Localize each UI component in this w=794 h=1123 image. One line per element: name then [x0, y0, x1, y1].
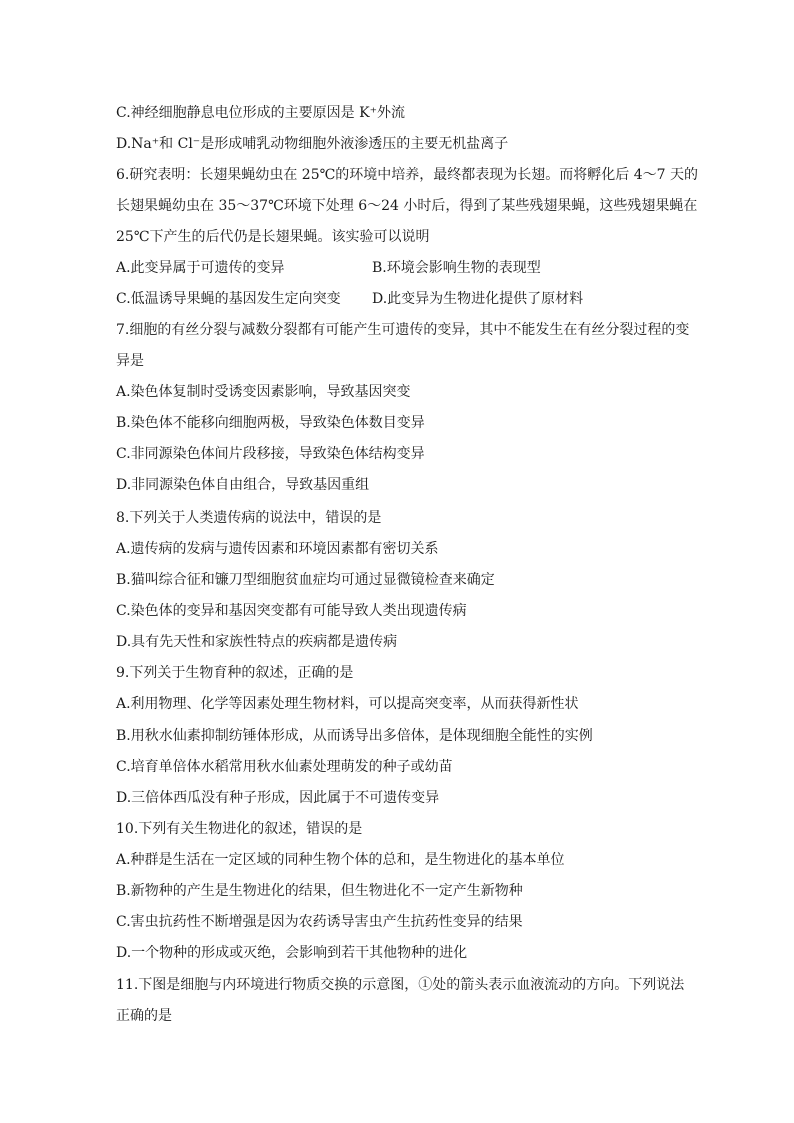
q10-option-b: B.新物种的产生是生物进化的结果，但生物进化不一定产生新物种 [116, 883, 523, 899]
q9-option-c: C.培育单倍体水稻常用秋水仙素处理萌发的种子或幼苗 [116, 759, 453, 775]
q8-option-c: C.染色体的变异和基因突变都有可能导致人类出现遗传病 [116, 603, 467, 619]
q5-option-c: C.神经细胞静息电位形成的主要原因是 K⁺外流 [116, 105, 405, 121]
q9-stem: 9.下列关于生物育种的叙述，正确的是 [116, 665, 354, 681]
q6-option-d: D.此变异为生物进化提供了原材料 [372, 291, 584, 307]
q10-stem: 10.下列有关生物进化的叙述，错误的是 [116, 821, 363, 837]
q7-option-b: B.染色体不能移向细胞两极，导致染色体数目变异 [116, 415, 425, 431]
q8-stem: 8.下列关于人类遗传病的说法中，错误的是 [116, 510, 382, 526]
q6-option-a: A.此变异属于可遗传的变异 [116, 260, 285, 276]
q5-option-d: D.Na⁺和 Cl⁻是形成哺乳动物细胞外液渗透压的主要无机盐离子 [116, 136, 509, 152]
q9-option-d: D.三倍体西瓜没有种子形成，因此属于不可遗传变异 [116, 790, 440, 806]
q7-option-d: D.非同源染色体自由组合，导致基因重组 [116, 477, 370, 493]
q6-stem-line2: 长翅果蝇幼虫在 35～37℃环境下处理 6～24 小时后，得到了某些残翅果蝇，这些残翅果蝇在 [116, 198, 698, 214]
q10-option-a: A.种群是生活在一定区域的同种生物个体的总和，是生物进化的基本单位 [116, 852, 565, 868]
q9-option-a: A.利用物理、化学等因素处理生物材料，可以提高突变率，从而获得新性状 [116, 696, 579, 712]
q7-stem-line2: 异是 [116, 353, 144, 369]
q7-option-c: C.非同源染色体间片段移接，导致染色体结构变异 [116, 446, 425, 462]
q10-option-c: C.害虫抗药性不断增强是因为农药诱导害虫产生抗药性变异的结果 [116, 914, 523, 930]
q9-option-b: B.用秋水仙素抑制纺锤体形成，从而诱导出多倍体，是体现细胞全能性的实例 [116, 728, 593, 744]
q6-stem-line1: 6.研究表明：长翅果蝇幼虫在 25℃的环境中培养，最终都表现为长翅。而将孵化后 4～7 天的 [116, 167, 698, 183]
q8-option-b: B.猫叫综合征和镰刀型细胞贫血症均可通过显微镜检查来确定 [116, 572, 495, 588]
q11-stem-line2: 正确的是 [116, 1008, 172, 1024]
q6-option-b: B.环境会影响生物的表现型 [372, 260, 541, 276]
q8-option-d: D.具有先天性和家族性特点的疾病都是遗传病 [116, 634, 398, 650]
q10-option-d: D.一个物种的形成或灭绝，会影响到若干其他物种的进化 [116, 945, 468, 961]
q6-option-c: C.低温诱导果蝇的基因发生定向突变 [116, 291, 341, 307]
q6-stem-line3: 25℃下产生的后代仍是长翅果蝇。该实验可以说明 [116, 229, 430, 245]
q7-stem-line1: 7.细胞的有丝分裂与减数分裂都有可能产生可遗传的变异，其中不能发生在有丝分裂过程的变 [116, 322, 690, 338]
q8-option-a: A.遗传病的发病与遗传因素和环境因素都有密切关系 [116, 541, 439, 557]
q11-stem-line1: 11.下图是细胞与内环境进行物质交换的示意图，①处的箭头表示血液流动的方向。下列说法 [116, 977, 685, 993]
q7-option-a: A.染色体复制时受诱变因素影响，导致基因突变 [116, 384, 411, 400]
